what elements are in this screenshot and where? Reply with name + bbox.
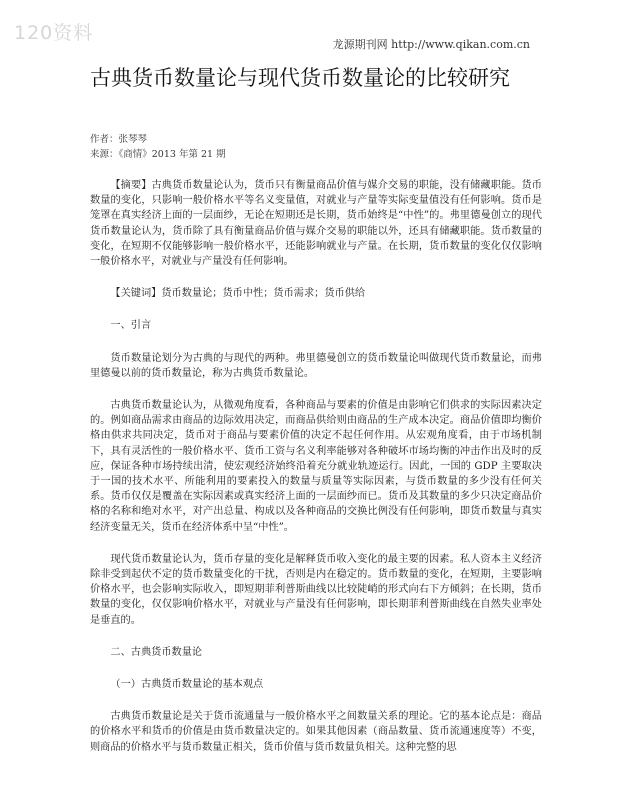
keywords-paragraph: 【关键词】货币数量论；货币中性；货币需求；货币供给 bbox=[110, 288, 366, 300]
journal-source-header: 龙源期刊网 http://www.qikan.com.cn bbox=[332, 38, 530, 51]
article-body bbox=[90, 178, 542, 772]
article-source: 来源：《商情》2013 年第 21 期 bbox=[90, 149, 226, 160]
subsection-heading-basic-views: （一）古典货币数量论的基本观点 bbox=[110, 679, 264, 691]
body-paragraph: 现代货币数量论认为，货币存量的变化是解释货币收入变化的最主要的因素。私人资本主义经济除非受到起伏不定的货币数量变化的干扰，否则是内在稳定的。货币数量的变化，在短期，主要影响价格水平，也会影响实际收入，即短期菲利普斯曲线以比较陡峭的形式向右下方倾斜；在长期，货币数量的变化，仅仅影响价格水平，对就业与产量没有任何影响，即长期菲利普斯曲线在自然失业率处是垂直的。 bbox=[90, 553, 542, 626]
watermark-logo: 120资料 bbox=[14, 22, 94, 44]
body-paragraph: 货币数量论划分为古典的与现代的两种。弗里德曼创立的货币数量论叫做现代货币数量论，而弗里德曼以前的货币数量论，称为古典货币数量论。 bbox=[90, 352, 542, 379]
body-paragraph: 古典货币数量论是关于货币流通量与一般价格水平之间数量关系的理论。它的基本论点是：商品的价格水平和货币的价值是由货币数量决定的。如果其他因素（商品数量、货币流通速度等）不变，则商品的价格水平与货币数量正相关，货币价值与货币数量负相关。这种完整的思 bbox=[90, 711, 542, 753]
abstract-paragraph: 【摘要】古典货币数量论认为，货币只有衡量商品价值与媒介交易的职能，没有储藏职能。货币数量的变化，只影响一般价格水平等名义变量值，对就业与产量等实际变量值没有任何影响。货币是笼罩在真实经济上面的一层面纱，无论在短期还是长期，货币始终是“中性”的。弗里德曼创立的现代货币数量论认为，货币除了具有衡量商品价值与媒介交易的职能以外，还具有储藏职能。货币数量的变化，在短期不仅能够影响一般价格水平，还能影响就业与产量。在长期，货币数量的变化仅仅影响一般价格水平，对就业与产量没有任何影响。 bbox=[90, 180, 542, 268]
body-paragraph: 古典货币数量论认为，从微观角度看，各种商品与要素的价值是由影响它们供求的实际因素决定的。例如商品需求由商品的边际效用决定，而商品供给则由商品的生产成本决定。商品价值即均衡价格由供求共同决定，货币对于商品与要素价值的决定不起任何作用。从宏观角度看，由于市场机制下，具有灵活性的一般价格水平、货币工资与名义利率能够对各种破坏市场均衡的冲击作出及时的反应，保证各种市场持续出清，使宏观经济始终沿着充分就业轨迹运行。因此，一国的 GDP 主要取决于一国的技术水平、所能利用的要素投入的数量与质量等实际因素，与货币数量的多少没有任何关系。货币仅仅是覆盖在实际因素或真实经济上面的一层面纱而已。货币及其数量的多少只决定商品价格的名称和绝对水平，对产出总量、构成以及各种商品的交换比例没有任何影响，即货币数量与真实经济变量无关，货币在经济体系中呈“中性”。 bbox=[90, 400, 542, 533]
section-heading-classical-theory: 二、古典货币数量论 bbox=[110, 646, 203, 658]
article-title: 古典货币数量论与现代货币数量论的比较研究 bbox=[90, 66, 510, 90]
section-heading-introduction: 一、引言 bbox=[110, 320, 152, 332]
article-author: 作者：张琴琴 bbox=[90, 134, 148, 145]
